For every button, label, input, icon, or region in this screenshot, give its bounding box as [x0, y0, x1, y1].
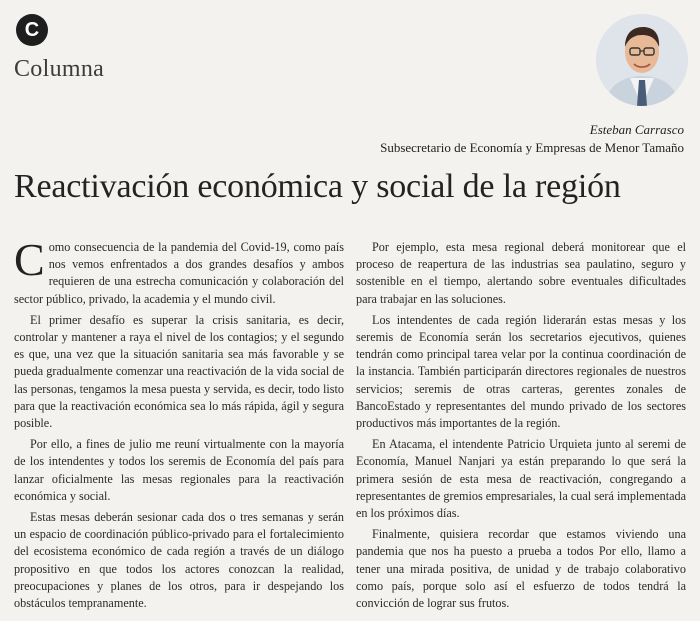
author-portrait-icon — [596, 14, 688, 106]
paragraph — [14, 234, 344, 308]
section-label: Columna — [14, 56, 105, 82]
paragraph: Estas mesas deberán sesionar cada dos o tres semanas y serán un espacio de coordinación público-privado para el fortalecimiento del ecosistema económico de cada región a través de un diálogo propositivo en que todos los actores conozcan la realidad, preocupaciones y planes de los otros, para ir despejando los obstáculos tempranamente. — [14, 510, 344, 611]
author-name: Esteban Carrasco — [589, 122, 684, 137]
left-column — [14, 234, 344, 616]
paragraph: Los intendentes de cada región liderarán estas mesas y los seremis de Economía serán los secretarios ejecutivos, quienes tendrán como principal tarea velar por la continua coordinación de la instancia. También participarán directores regionales de nuestros servicios; seremis de otras carteras, gerentes zonales de BancoEstado y representantes del mundo privado de los sectores productivos más importantes de la región. — [356, 312, 686, 431]
article-title: Reactivación económica y social de la región — [14, 168, 621, 205]
article-body — [14, 234, 686, 616]
author-photo — [596, 14, 688, 106]
paragraph: En Atacama, el intendente Patricio Urquieta junto al seremi de Economía, Manuel Nanjari ya están preparando lo que será la primera sesión de esta mesa de reactivación, congregando a representantes de gremios empresariales, la cual será implementada en los próximos días. — [356, 437, 686, 521]
paragraph: El primer desafío es superar la crisis sanitaria, es decir, controlar y mantener a raya el nivel de los contagios; y el segundo es que, una vez que la situación sanitaria sea más favorable y se pueda gradualmente comenzar una reactivación de la vida social de las personas, tengamos la mesa puesta y servida, es decir, todo listo para que la reactivación económica sea lo más rápida, ágil y segura posible. — [14, 312, 344, 431]
right-column — [356, 239, 686, 616]
paragraph: Por ello, a fines de julio me reuní virtualmente con la mayoría de los intendentes y todos los seremis de Economía del país para lanzar oficialmente las mesas regionales para la reactivación económica y social. — [14, 437, 344, 503]
paragraph: Por ejemplo, esta mesa regional deberá monitorear que el proceso de reapertura de las industrias sea paulatino, seguro y sostenible en el tiempo, alertando sobre eventuales dificultades para trabajar en las soluciones. — [356, 240, 686, 306]
author-role: Subsecretario de Economía y Empresas de Menor Tamaño — [380, 140, 684, 155]
section-badge: C — [16, 14, 48, 46]
paragraph: Finalmente, quisiera recordar que estamos viviendo una pandemia que nos ha puesto a prueba a todos Por ello, llamo a tener una mirada positiva, de unidad y de trabajo colaborativo como país, porque solo así el esfuerzo de todos tendrá la convicción de lograr sus frutos. — [356, 527, 686, 611]
author-block — [380, 122, 684, 156]
paragraph-text: omo consecuencia de la pandemia del Covid-19, como país nos vemos enfrentados a dos grandes desafíos y ambos requieren de una estrecha comunicación y colaboración del sector público, privado, la academia y el mundo civil. — [14, 240, 344, 306]
drop-cap: C — [14, 234, 45, 285]
